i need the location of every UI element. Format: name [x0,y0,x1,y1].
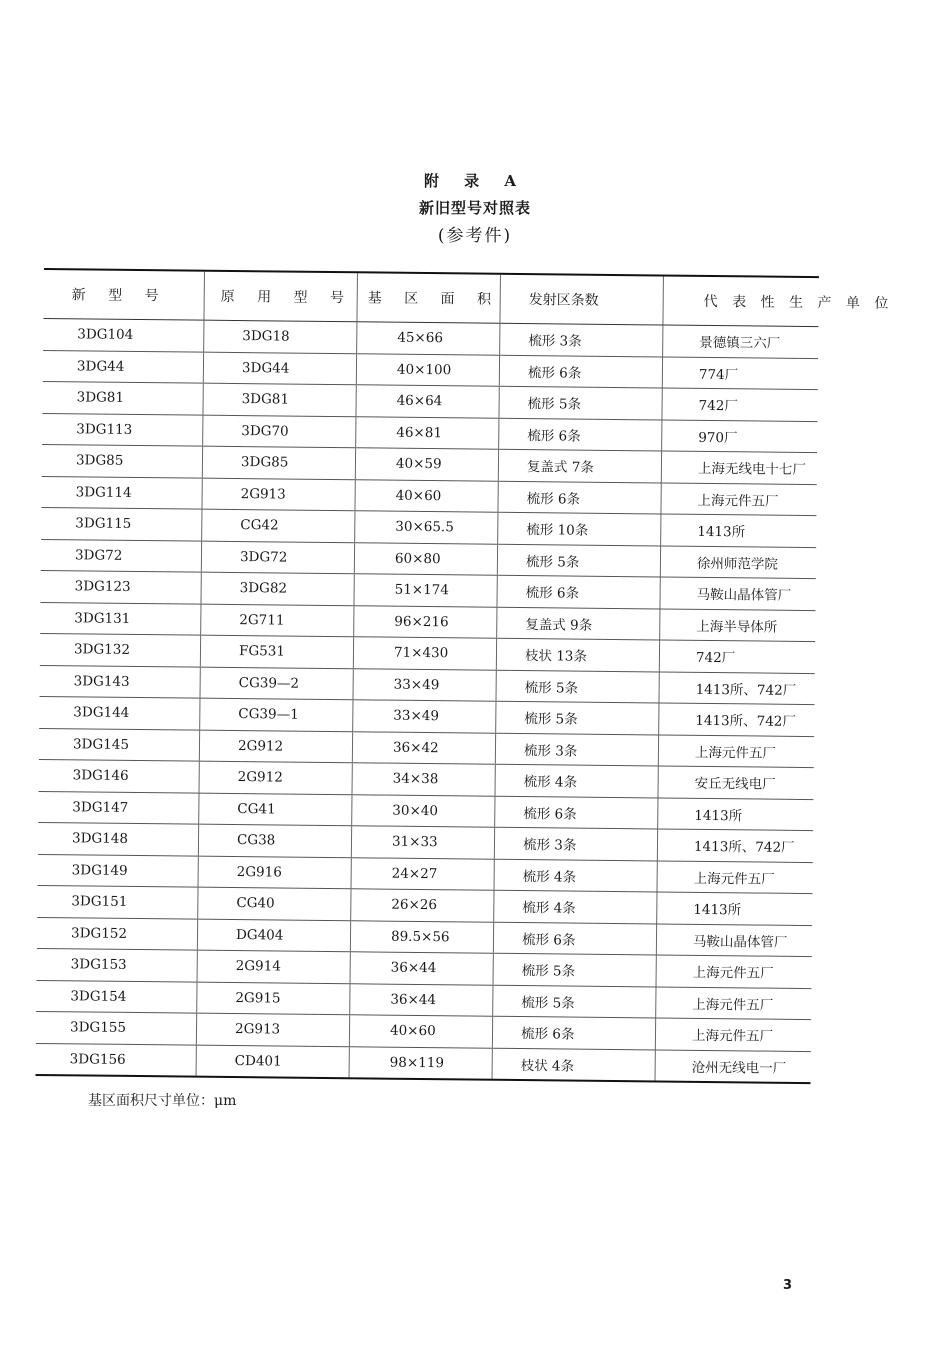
cell-emitter-count: 复盖式 7条 [498,449,661,482]
cell-manufacturer: 上海元件五厂 [656,986,812,1019]
cell-base-area: 45×66 [357,322,500,355]
cell-emitter-count: 枝状 4条 [492,1048,655,1081]
cell-emitter-count: 梳形 5条 [496,670,659,703]
cell-old-model: 2G711 [201,604,354,637]
cell-new-model: 3DG115 [41,507,202,540]
cell-emitter-count: 梳形 5条 [499,386,662,419]
cell-manufacturer: 1413所、742厂 [659,703,815,736]
cell-base-area: 40×100 [356,353,499,386]
cell-base-area: 30×40 [352,794,495,827]
cell-emitter-count: 梳形 5条 [493,953,656,986]
cell-emitter-count: 梳形 6条 [493,922,656,955]
cell-manufacturer: 1413所 [657,892,813,925]
cell-old-model: 3DG18 [204,320,357,353]
header-old-model: 原 用 型 号 [204,272,357,322]
cell-new-model: 3DG155 [36,1011,197,1044]
cell-new-model: 3DG152 [37,917,198,950]
header-manufacturer: 代 表 性 生 产 单 位 [663,276,819,326]
cell-old-model: CD401 [196,1045,349,1078]
cell-old-model: 2G914 [197,950,350,983]
cell-new-model: 3DG123 [41,570,202,603]
cell-base-area: 36×42 [352,731,495,764]
cell-new-model: 3DG113 [42,413,203,446]
cell-old-model: 2G913 [196,1013,349,1046]
cell-manufacturer: 742厂 [659,640,815,673]
cell-emitter-count: 梳形 4条 [494,890,657,923]
cell-new-model: 3DG148 [38,822,199,855]
cell-base-area: 46×64 [356,385,499,418]
cell-old-model: CG38 [198,824,351,857]
cell-base-area: 36×44 [350,952,493,985]
cell-emitter-count: 梳形 4条 [494,859,657,892]
cell-base-area: 33×49 [353,700,496,733]
cell-base-area: 89.5×56 [350,920,493,953]
cell-emitter-count: 梳形 4条 [495,764,658,797]
cell-new-model: 3DG44 [43,350,204,383]
cell-emitter-count: 梳形 3条 [494,827,657,860]
header-base-area: 基 区 面 积 [357,273,501,323]
cell-manufacturer: 马鞍山晶体管厂 [660,577,816,610]
cell-base-area: 96×216 [354,605,497,638]
cell-manufacturer: 970厂 [662,419,818,452]
cell-old-model: 2G912 [199,761,352,794]
header-new-model: 新 型 号 [43,270,204,320]
cell-old-model: 3DG70 [203,415,356,448]
cell-new-model: 3DG114 [41,476,202,509]
cell-manufacturer: 上海半导体所 [660,608,816,641]
cell-manufacturer: 774厂 [662,356,818,389]
cell-emitter-count: 梳形 5条 [497,544,660,577]
cell-emitter-count: 梳形 6条 [492,1016,655,1049]
cell-base-area: 40×60 [349,1015,492,1048]
cell-old-model: CG39—2 [200,667,353,700]
cell-old-model: 2G912 [199,730,352,763]
cell-new-model: 3DG151 [37,885,198,918]
cell-emitter-count: 枝状 13条 [496,638,659,671]
cell-emitter-count: 复盖式 9条 [497,607,660,640]
header-emitter-count: 发射区条数 [500,275,663,325]
cell-base-area: 60×80 [354,542,497,575]
appendix-label: 附 录 A [423,172,527,190]
cell-old-model: 2G913 [202,478,355,511]
cell-old-model: CG39—1 [200,698,353,731]
cell-base-area: 36×44 [350,983,493,1016]
cell-manufacturer: 沧州无线电一厂 [655,1049,811,1082]
cell-manufacturer: 1413所 [658,797,814,830]
cell-old-model: 3DG85 [202,446,355,479]
cell-emitter-count: 梳形 6条 [499,355,662,388]
cell-base-area: 34×38 [352,763,495,796]
cell-new-model: 3DG153 [37,948,198,981]
cell-manufacturer: 徐州师范学院 [660,545,816,578]
cell-emitter-count: 梳形 6条 [495,796,658,829]
page-number: 3 [783,1278,793,1293]
cell-base-area: 40×59 [355,448,498,481]
table-header-row [43,270,818,327]
cell-base-area: 33×49 [353,668,496,701]
table-body [36,318,819,1082]
cell-manufacturer: 景德镇三六厂 [663,325,819,358]
cell-manufacturer: 上海元件五厂 [656,955,812,988]
model-comparison-table [36,268,894,1084]
cell-old-model: CG41 [199,793,352,826]
cell-manufacturer: 1413所、742厂 [659,671,815,704]
cell-manufacturer: 安丘无线电厂 [658,766,814,799]
footnote: 基区面积尺寸单位：μm [88,1093,237,1109]
cell-base-area: 31×33 [351,826,494,859]
cell-emitter-count: 梳形 6条 [499,418,662,451]
cell-emitter-count: 梳形 6条 [497,575,660,608]
cell-emitter-count: 梳形 10条 [498,512,661,545]
cell-new-model: 3DG144 [39,696,200,729]
cell-new-model: 3DG154 [36,980,197,1013]
cell-old-model: CG42 [202,509,355,542]
cell-new-model: 3DG81 [42,381,203,414]
cell-old-model: 3DG82 [201,572,354,605]
cell-new-model: 3DG104 [43,318,204,351]
cell-base-area: 98×119 [349,1046,492,1078]
cell-manufacturer: 上海元件五厂 [661,482,817,515]
cell-old-model: 3DG72 [201,541,354,574]
cell-new-model: 3DG156 [69,1051,126,1068]
cell-emitter-count: 梳形 5条 [493,985,656,1018]
cell-new-model: 3DG131 [40,602,201,635]
cell-base-area: 51×174 [354,574,497,607]
cell-new-model: 3DG149 [38,854,199,887]
cell-manufacturer: 上海元件五厂 [655,1018,811,1051]
cell-manufacturer: 马鞍山晶体管厂 [656,923,812,956]
cell-old-model: 3DG81 [203,383,356,416]
cell-old-model: 2G916 [198,856,351,889]
cell-manufacturer: 742厂 [662,388,818,421]
cell-old-model: 3DG44 [203,352,356,385]
cell-new-model: 3DG147 [38,791,199,824]
cell-old-model: DG404 [197,919,350,952]
cell-manufacturer: 上海元件五厂 [658,734,814,767]
cell-old-model: CG40 [198,887,351,920]
cell-old-model: FG531 [200,635,353,668]
cell-base-area: 46×81 [356,416,499,449]
cell-emitter-count: 梳形 6条 [498,481,661,514]
cell-emitter-count: 梳形 5条 [496,701,659,734]
cell-manufacturer: 1413所、742厂 [657,829,813,862]
cell-manufacturer: 上海无线电十七厂 [661,451,817,484]
cell-emitter-count: 梳形 3条 [495,733,658,766]
cell-base-area: 24×27 [351,857,494,890]
cell-old-model: 2G915 [197,982,350,1015]
cell-manufacturer: 1413所 [661,514,817,547]
cell-base-area: 26×26 [351,889,494,922]
cell-new-model: 3DG143 [40,665,201,698]
table-title: 新旧型号对照表 [418,199,531,217]
cell-base-area: 71×430 [353,637,496,670]
cell-manufacturer: 上海元件五厂 [657,860,813,893]
cell-new-model: 3DG145 [39,728,200,761]
cell-emitter-count: 梳形 3条 [500,323,663,356]
table-subtitle: (参考件) [437,226,513,246]
cell-base-area: 40×60 [355,479,498,512]
cell-base-area: 30×65.5 [355,511,498,544]
cell-new-model: 3DG146 [39,759,200,792]
cell-new-model: 3DG132 [40,633,201,666]
cell-new-model: 3DG72 [41,539,202,572]
cell-new-model: 3DG85 [42,444,203,477]
